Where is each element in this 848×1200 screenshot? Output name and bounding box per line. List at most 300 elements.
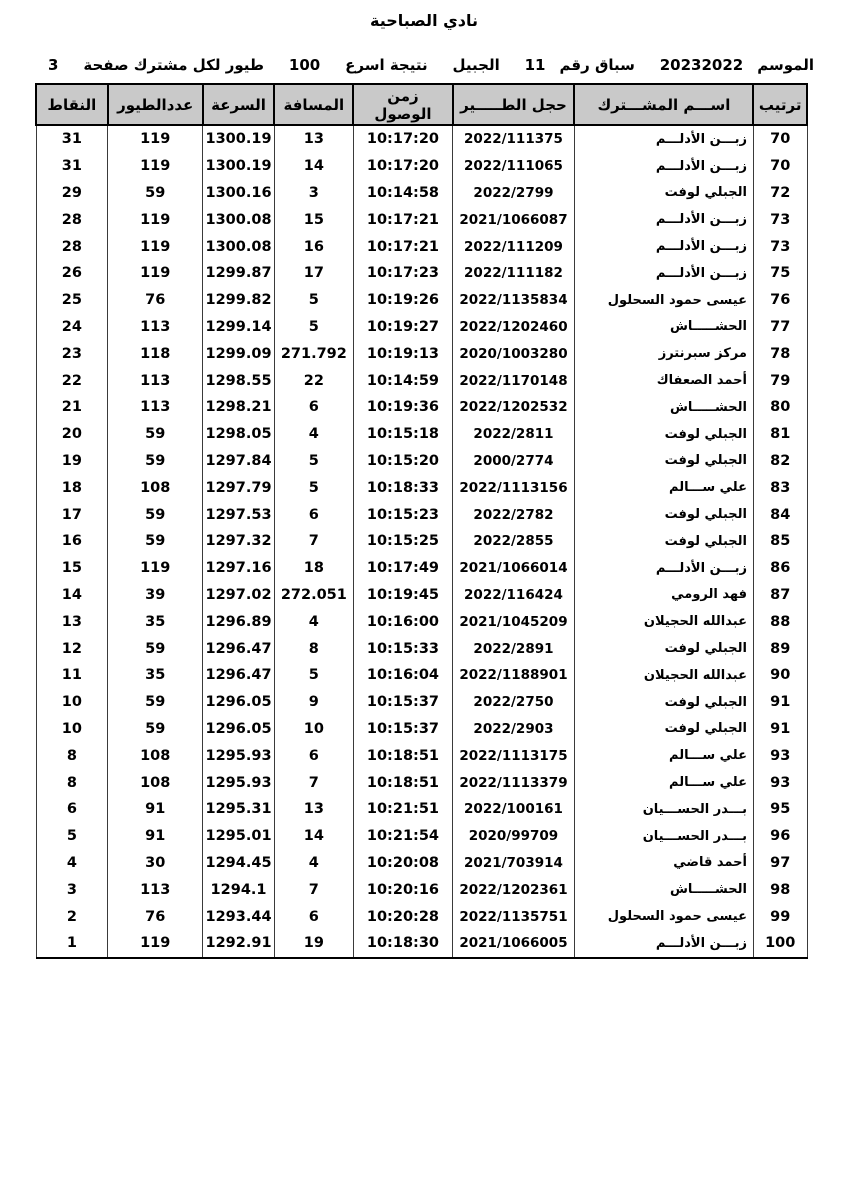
table-row — [36, 501, 807, 528]
cell-name: زبـــن الأدلـــم — [574, 555, 753, 582]
cell-points: 19 — [36, 448, 108, 475]
cell-ring: 2022/1135834 — [453, 287, 575, 314]
cell-name: مركز سبرنترز — [574, 340, 753, 367]
cell-ring: 2022/2811 — [453, 421, 575, 448]
cell-points: 6 — [36, 796, 108, 823]
cell-speed: 1298.21 — [203, 394, 275, 421]
cell-birds: 39 — [108, 582, 203, 609]
cell-dist: 7 — [274, 769, 353, 796]
cell-speed: 1297.53 — [203, 501, 275, 528]
table-row — [36, 340, 807, 367]
cell-points: 14 — [36, 582, 108, 609]
cell-rank: 86 — [753, 555, 807, 582]
cell-birds: 108 — [108, 769, 203, 796]
cell-time: 10:18:51 — [353, 742, 452, 769]
cell-ring: 2022/2903 — [453, 716, 575, 743]
cell-time: 10:17:49 — [353, 555, 452, 582]
cell-points: 2 — [36, 903, 108, 930]
cell-ring: 2020/1003280 — [453, 340, 575, 367]
cell-birds: 119 — [108, 930, 203, 958]
cell-points: 13 — [36, 608, 108, 635]
result-label: نتيجة اسرع — [345, 56, 428, 74]
table-row — [36, 180, 807, 207]
cell-rank: 76 — [753, 287, 807, 314]
cell-ring: 2022/111375 — [453, 125, 575, 153]
cell-time: 10:17:20 — [353, 125, 452, 153]
cell-points: 17 — [36, 501, 108, 528]
table-row — [36, 823, 807, 850]
cell-rank: 75 — [753, 260, 807, 287]
cell-time: 10:17:20 — [353, 153, 452, 180]
cell-speed: 1299.87 — [203, 260, 275, 287]
cell-ring: 2022/1113379 — [453, 769, 575, 796]
cell-name: الجبلي لوفت — [574, 716, 753, 743]
cell-speed: 1300.19 — [203, 125, 275, 153]
cell-rank: 95 — [753, 796, 807, 823]
cell-time: 10:15:20 — [353, 448, 452, 475]
table-row — [36, 796, 807, 823]
cell-dist: 10 — [274, 716, 353, 743]
race-label: سباق رقم — [559, 56, 635, 74]
cell-name: عيسى حمود السحلول — [574, 903, 753, 930]
cell-ring: 2022/116424 — [453, 582, 575, 609]
cell-points: 1 — [36, 930, 108, 958]
table-row — [36, 153, 807, 180]
cell-birds: 113 — [108, 876, 203, 903]
table-row — [36, 394, 807, 421]
cell-speed: 1300.19 — [203, 153, 275, 180]
cell-points: 28 — [36, 233, 108, 260]
cell-ring: 2022/111209 — [453, 233, 575, 260]
cell-time: 10:15:18 — [353, 421, 452, 448]
cell-dist: 19 — [274, 930, 353, 958]
cell-points: 20 — [36, 421, 108, 448]
cell-time: 10:21:51 — [353, 796, 452, 823]
cell-rank: 80 — [753, 394, 807, 421]
cell-dist: 4 — [274, 421, 353, 448]
cell-speed: 1294.1 — [203, 876, 275, 903]
cell-ring: 2022/1202361 — [453, 876, 575, 903]
cell-birds: 35 — [108, 662, 203, 689]
cell-name: الجبلي لوفت — [574, 448, 753, 475]
cell-ring: 2022/111182 — [453, 260, 575, 287]
cell-birds: 35 — [108, 608, 203, 635]
cell-birds: 108 — [108, 742, 203, 769]
cell-name: الجبلي لوفت — [574, 635, 753, 662]
cell-rank: 96 — [753, 823, 807, 850]
season-value: 20232022 — [659, 56, 744, 74]
cell-dist: 14 — [274, 153, 353, 180]
cell-rank: 82 — [753, 448, 807, 475]
table-row — [36, 769, 807, 796]
cell-birds: 59 — [108, 689, 203, 716]
cell-time: 10:20:28 — [353, 903, 452, 930]
cell-dist: 5 — [274, 287, 353, 314]
report-header-line — [0, 56, 848, 74]
cell-ring: 2022/1202532 — [453, 394, 575, 421]
results-table — [35, 83, 808, 959]
table-row — [36, 850, 807, 877]
cell-rank: 73 — [753, 233, 807, 260]
per-participant-label: طيور لكل مشترك صفحة — [83, 56, 265, 74]
cell-birds: 91 — [108, 823, 203, 850]
cell-rank: 93 — [753, 769, 807, 796]
cell-rank: 100 — [753, 930, 807, 958]
cell-time: 10:17:23 — [353, 260, 452, 287]
cell-name: زبـــن الأدلـــم — [574, 233, 753, 260]
cell-birds: 59 — [108, 501, 203, 528]
cell-speed: 1299.14 — [203, 314, 275, 341]
cell-name: الحشـــــاش — [574, 876, 753, 903]
cell-speed: 1292.91 — [203, 930, 275, 958]
cell-ring: 2020/99709 — [453, 823, 575, 850]
cell-dist: 9 — [274, 689, 353, 716]
cell-birds: 113 — [108, 367, 203, 394]
table-row — [36, 474, 807, 501]
cell-speed: 1297.02 — [203, 582, 275, 609]
table-row — [36, 314, 807, 341]
cell-birds: 59 — [108, 635, 203, 662]
cell-rank: 88 — [753, 608, 807, 635]
column-header-ring: حجل الطـــــير — [453, 84, 575, 125]
cell-name: أحمد قاضي — [574, 850, 753, 877]
cell-points: 12 — [36, 635, 108, 662]
cell-name: زبـــن الأدلـــم — [574, 206, 753, 233]
results-table-body — [36, 125, 807, 958]
table-row — [36, 287, 807, 314]
cell-name: الجبلي لوفت — [574, 528, 753, 555]
results-table-head — [36, 84, 807, 125]
cell-speed: 1293.44 — [203, 903, 275, 930]
page-number: 3 — [48, 56, 59, 74]
cell-speed: 1296.05 — [203, 689, 275, 716]
cell-ring: 2021/1066005 — [453, 930, 575, 958]
cell-rank: 98 — [753, 876, 807, 903]
results-table-header-row — [36, 84, 807, 125]
result-count: 100 — [288, 56, 321, 74]
cell-speed: 1299.09 — [203, 340, 275, 367]
cell-time: 10:20:16 — [353, 876, 452, 903]
cell-rank: 84 — [753, 501, 807, 528]
column-header-time: زمن الوصول — [353, 84, 452, 125]
cell-points: 10 — [36, 689, 108, 716]
cell-dist: 17 — [274, 260, 353, 287]
table-row — [36, 367, 807, 394]
cell-rank: 73 — [753, 206, 807, 233]
table-row — [36, 528, 807, 555]
cell-dist: 5 — [274, 662, 353, 689]
cell-birds: 91 — [108, 796, 203, 823]
cell-birds: 59 — [108, 180, 203, 207]
cell-time: 10:15:37 — [353, 689, 452, 716]
cell-ring: 2022/1113175 — [453, 742, 575, 769]
cell-birds: 59 — [108, 421, 203, 448]
cell-speed: 1297.32 — [203, 528, 275, 555]
cell-ring: 2022/2799 — [453, 180, 575, 207]
column-header-dist: المسافة — [274, 84, 353, 125]
cell-time: 10:16:00 — [353, 608, 452, 635]
cell-rank: 78 — [753, 340, 807, 367]
cell-dist: 16 — [274, 233, 353, 260]
cell-dist: 271.792 — [274, 340, 353, 367]
table-row — [36, 448, 807, 475]
cell-points: 31 — [36, 125, 108, 153]
cell-speed: 1294.45 — [203, 850, 275, 877]
cell-rank: 85 — [753, 528, 807, 555]
cell-name: زبـــن الأدلـــم — [574, 125, 753, 153]
cell-rank: 99 — [753, 903, 807, 930]
cell-time: 10:19:13 — [353, 340, 452, 367]
cell-points: 8 — [36, 769, 108, 796]
cell-time: 10:15:25 — [353, 528, 452, 555]
cell-rank: 77 — [753, 314, 807, 341]
cell-time: 10:19:45 — [353, 582, 452, 609]
cell-rank: 91 — [753, 716, 807, 743]
cell-ring: 2022/1202460 — [453, 314, 575, 341]
cell-dist: 15 — [274, 206, 353, 233]
cell-points: 15 — [36, 555, 108, 582]
cell-speed: 1295.93 — [203, 742, 275, 769]
cell-rank: 81 — [753, 421, 807, 448]
table-row — [36, 742, 807, 769]
cell-points: 21 — [36, 394, 108, 421]
cell-speed: 1295.01 — [203, 823, 275, 850]
cell-dist: 6 — [274, 501, 353, 528]
table-row — [36, 555, 807, 582]
cell-time: 10:17:21 — [353, 206, 452, 233]
cell-points: 16 — [36, 528, 108, 555]
cell-dist: 13 — [274, 796, 353, 823]
cell-name: الحشـــــاش — [574, 394, 753, 421]
cell-ring: 2022/1188901 — [453, 662, 575, 689]
cell-time: 10:19:36 — [353, 394, 452, 421]
cell-birds: 119 — [108, 206, 203, 233]
table-row — [36, 260, 807, 287]
cell-time: 10:20:08 — [353, 850, 452, 877]
cell-ring: 2021/1045209 — [453, 608, 575, 635]
cell-points: 29 — [36, 180, 108, 207]
cell-rank: 70 — [753, 153, 807, 180]
cell-dist: 4 — [274, 850, 353, 877]
cell-speed: 1296.89 — [203, 608, 275, 635]
cell-name: علي ســـالم — [574, 742, 753, 769]
cell-name: الجبلي لوفت — [574, 180, 753, 207]
table-row — [36, 421, 807, 448]
cell-time: 10:19:26 — [353, 287, 452, 314]
column-header-rank: ترتيب — [753, 84, 807, 125]
cell-speed: 1295.93 — [203, 769, 275, 796]
cell-points: 23 — [36, 340, 108, 367]
cell-ring: 2022/1135751 — [453, 903, 575, 930]
cell-birds: 108 — [108, 474, 203, 501]
cell-points: 3 — [36, 876, 108, 903]
cell-ring: 2022/2855 — [453, 528, 575, 555]
cell-birds: 118 — [108, 340, 203, 367]
table-row — [36, 716, 807, 743]
cell-name: عبدالله الحجيلان — [574, 608, 753, 635]
cell-points: 24 — [36, 314, 108, 341]
table-row — [36, 903, 807, 930]
table-row — [36, 930, 807, 958]
cell-birds: 59 — [108, 528, 203, 555]
table-row — [36, 662, 807, 689]
cell-name: زبـــن الأدلـــم — [574, 153, 753, 180]
cell-ring: 2000/2774 — [453, 448, 575, 475]
cell-ring: 2022/111065 — [453, 153, 575, 180]
cell-time: 10:18:51 — [353, 769, 452, 796]
column-header-name: اســـم المشـــترك — [574, 84, 753, 125]
cell-time: 10:17:21 — [353, 233, 452, 260]
cell-ring: 2022/2750 — [453, 689, 575, 716]
cell-name: الحشـــــاش — [574, 314, 753, 341]
cell-rank: 87 — [753, 582, 807, 609]
cell-speed: 1298.05 — [203, 421, 275, 448]
cell-speed: 1297.79 — [203, 474, 275, 501]
cell-dist: 14 — [274, 823, 353, 850]
cell-points: 25 — [36, 287, 108, 314]
table-row — [36, 689, 807, 716]
table-row — [36, 206, 807, 233]
cell-ring: 2022/2891 — [453, 635, 575, 662]
cell-points: 18 — [36, 474, 108, 501]
cell-name: الجبلي لوفت — [574, 501, 753, 528]
table-row — [36, 635, 807, 662]
cell-birds: 30 — [108, 850, 203, 877]
cell-speed: 1299.82 — [203, 287, 275, 314]
cell-dist: 5 — [274, 314, 353, 341]
cell-rank: 89 — [753, 635, 807, 662]
column-header-speed: السرعة — [203, 84, 275, 125]
cell-points: 5 — [36, 823, 108, 850]
cell-rank: 72 — [753, 180, 807, 207]
cell-time: 10:18:30 — [353, 930, 452, 958]
cell-ring: 2021/1066087 — [453, 206, 575, 233]
cell-name: عبدالله الحجيلان — [574, 662, 753, 689]
cell-name: فهد الرومي — [574, 582, 753, 609]
cell-rank: 91 — [753, 689, 807, 716]
cell-dist: 8 — [274, 635, 353, 662]
cell-name: بـــدر الحســـيان — [574, 796, 753, 823]
cell-name: زبـــن الأدلـــم — [574, 930, 753, 958]
cell-points: 10 — [36, 716, 108, 743]
season-label: الموسم — [757, 56, 814, 74]
cell-time: 10:15:33 — [353, 635, 452, 662]
cell-points: 31 — [36, 153, 108, 180]
cell-dist: 18 — [274, 555, 353, 582]
cell-dist: 5 — [274, 474, 353, 501]
cell-time: 10:15:37 — [353, 716, 452, 743]
race-number: 11 — [524, 56, 546, 74]
cell-birds: 119 — [108, 555, 203, 582]
cell-dist: 5 — [274, 448, 353, 475]
cell-birds: 119 — [108, 260, 203, 287]
cell-dist: 13 — [274, 125, 353, 153]
cell-rank: 83 — [753, 474, 807, 501]
cell-points: 22 — [36, 367, 108, 394]
season-group — [660, 56, 814, 74]
cell-time: 10:21:54 — [353, 823, 452, 850]
column-header-birds: عددالطيور — [108, 84, 203, 125]
cell-dist: 6 — [274, 903, 353, 930]
cell-speed: 1300.08 — [203, 233, 275, 260]
cell-birds: 119 — [108, 153, 203, 180]
cell-birds: 59 — [108, 716, 203, 743]
cell-dist: 272.051 — [274, 582, 353, 609]
cell-points: 26 — [36, 260, 108, 287]
cell-birds: 119 — [108, 233, 203, 260]
cell-ring: 2022/1170148 — [453, 367, 575, 394]
table-row — [36, 125, 807, 153]
race-group — [525, 56, 635, 74]
column-header-points: النقاط — [36, 84, 108, 125]
cell-rank: 70 — [753, 125, 807, 153]
cell-speed: 1297.84 — [203, 448, 275, 475]
cell-time: 10:14:59 — [353, 367, 452, 394]
cell-speed: 1295.31 — [203, 796, 275, 823]
cell-rank: 93 — [753, 742, 807, 769]
cell-speed: 1296.05 — [203, 716, 275, 743]
table-row — [36, 233, 807, 260]
table-row — [36, 582, 807, 609]
cell-ring: 2021/703914 — [453, 850, 575, 877]
cell-points: 11 — [36, 662, 108, 689]
cell-rank: 79 — [753, 367, 807, 394]
cell-speed: 1296.47 — [203, 662, 275, 689]
cell-birds: 76 — [108, 903, 203, 930]
cell-name: بـــدر الحســـيان — [574, 823, 753, 850]
cell-dist: 7 — [274, 876, 353, 903]
cell-birds: 113 — [108, 394, 203, 421]
cell-ring: 2022/1113156 — [453, 474, 575, 501]
cell-name: زبـــن الأدلـــم — [574, 260, 753, 287]
cell-name: علي ســـالم — [574, 769, 753, 796]
cell-name: الجبلي لوفت — [574, 421, 753, 448]
cell-name: الجبلي لوفت — [574, 689, 753, 716]
cell-speed: 1298.55 — [203, 367, 275, 394]
race-location: الجبيل — [452, 56, 500, 74]
cell-birds: 59 — [108, 448, 203, 475]
cell-ring: 2022/100161 — [453, 796, 575, 823]
cell-dist: 3 — [274, 180, 353, 207]
cell-name: علي ســـالم — [574, 474, 753, 501]
cell-name: أحمد الصعفاك — [574, 367, 753, 394]
cell-ring: 2021/1066014 — [453, 555, 575, 582]
cell-points: 28 — [36, 206, 108, 233]
page-title: نادي الصباحية — [369, 11, 479, 30]
cell-ring: 2022/2782 — [453, 501, 575, 528]
cell-dist: 4 — [274, 608, 353, 635]
cell-speed: 1300.16 — [203, 180, 275, 207]
cell-name: عيسى حمود السحلول — [574, 287, 753, 314]
cell-birds: 119 — [108, 125, 203, 153]
cell-rank: 97 — [753, 850, 807, 877]
cell-speed: 1296.47 — [203, 635, 275, 662]
cell-dist: 22 — [274, 367, 353, 394]
table-row — [36, 876, 807, 903]
cell-birds: 76 — [108, 287, 203, 314]
cell-dist: 6 — [274, 742, 353, 769]
cell-birds: 113 — [108, 314, 203, 341]
cell-dist: 7 — [274, 528, 353, 555]
cell-dist: 6 — [274, 394, 353, 421]
cell-speed: 1300.08 — [203, 206, 275, 233]
cell-time: 10:15:23 — [353, 501, 452, 528]
cell-time: 10:14:58 — [353, 180, 452, 207]
cell-time: 10:19:27 — [353, 314, 452, 341]
cell-time: 10:16:04 — [353, 662, 452, 689]
cell-time: 10:18:33 — [353, 474, 452, 501]
cell-points: 4 — [36, 850, 108, 877]
